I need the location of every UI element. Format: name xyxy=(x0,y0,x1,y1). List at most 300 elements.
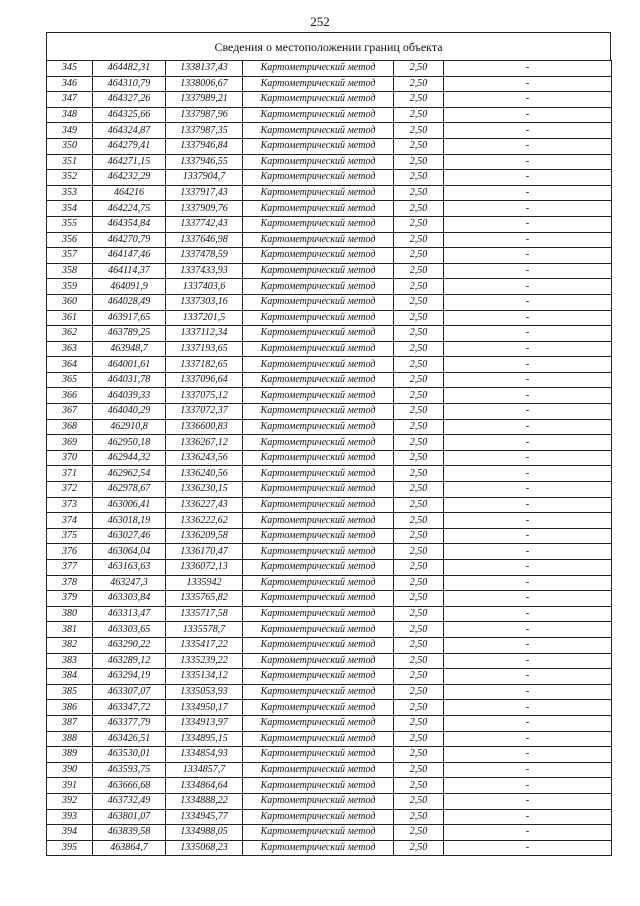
table-row xyxy=(47,591,612,607)
point-number-cell: 348 xyxy=(47,107,93,123)
description-cell: - xyxy=(444,76,612,92)
y-coordinate-cell: 1337904,7 xyxy=(166,170,243,186)
table-row xyxy=(47,419,612,435)
x-coordinate-cell: 463377,79 xyxy=(93,715,166,731)
y-coordinate-cell: 1336227,43 xyxy=(166,497,243,513)
method-cell: Картометрический метод xyxy=(243,341,394,357)
y-coordinate-cell: 1338137,43 xyxy=(166,61,243,77)
table-row xyxy=(47,372,612,388)
table-row xyxy=(47,326,612,342)
description-cell: - xyxy=(444,528,612,544)
description-cell: - xyxy=(444,419,612,435)
description-cell: - xyxy=(444,622,612,638)
description-cell: - xyxy=(444,216,612,232)
y-coordinate-cell: 1337096,64 xyxy=(166,372,243,388)
point-number-cell: 363 xyxy=(47,341,93,357)
accuracy-cell: 2,50 xyxy=(394,201,444,217)
table-row xyxy=(47,731,612,747)
y-coordinate-cell: 1338006,67 xyxy=(166,76,243,92)
point-number-cell: 374 xyxy=(47,513,93,529)
description-cell: - xyxy=(444,809,612,825)
x-coordinate-cell: 463426,51 xyxy=(93,731,166,747)
method-cell: Картометрический метод xyxy=(243,606,394,622)
method-cell: Картометрический метод xyxy=(243,201,394,217)
y-coordinate-cell: 1337742,43 xyxy=(166,216,243,232)
point-number-cell: 379 xyxy=(47,591,93,607)
description-cell: - xyxy=(444,263,612,279)
description-cell: - xyxy=(444,123,612,139)
table-row xyxy=(47,700,612,716)
accuracy-cell: 2,50 xyxy=(394,388,444,404)
point-number-cell: 352 xyxy=(47,170,93,186)
description-cell: - xyxy=(444,653,612,669)
point-number-cell: 359 xyxy=(47,279,93,295)
y-coordinate-cell: 1336267,12 xyxy=(166,435,243,451)
x-coordinate-cell: 464147,46 xyxy=(93,248,166,264)
y-coordinate-cell: 1337989,21 xyxy=(166,92,243,108)
description-cell: - xyxy=(444,341,612,357)
accuracy-cell: 2,50 xyxy=(394,622,444,638)
method-cell: Картометрический метод xyxy=(243,61,394,77)
method-cell: Картометрический метод xyxy=(243,154,394,170)
description-cell: - xyxy=(444,513,612,529)
accuracy-cell: 2,50 xyxy=(394,326,444,342)
table-row xyxy=(47,170,612,186)
table-row xyxy=(47,809,612,825)
description-cell: - xyxy=(444,669,612,685)
y-coordinate-cell: 1335417,22 xyxy=(166,637,243,653)
table-row xyxy=(47,138,612,154)
accuracy-cell: 2,50 xyxy=(394,778,444,794)
description-cell: - xyxy=(444,232,612,248)
boundary-points-table xyxy=(46,60,612,856)
x-coordinate-cell: 462950,18 xyxy=(93,435,166,451)
point-number-cell: 391 xyxy=(47,778,93,794)
description-cell: - xyxy=(444,357,612,373)
method-cell: Картометрический метод xyxy=(243,294,394,310)
description-cell: - xyxy=(444,793,612,809)
accuracy-cell: 2,50 xyxy=(394,497,444,513)
method-cell: Картометрический метод xyxy=(243,76,394,92)
point-number-cell: 395 xyxy=(47,840,93,856)
description-cell: - xyxy=(444,92,612,108)
accuracy-cell: 2,50 xyxy=(394,591,444,607)
accuracy-cell: 2,50 xyxy=(394,248,444,264)
x-coordinate-cell: 462962,54 xyxy=(93,466,166,482)
x-coordinate-cell: 464271,15 xyxy=(93,154,166,170)
y-coordinate-cell: 1334945,77 xyxy=(166,809,243,825)
method-cell: Картометрический метод xyxy=(243,684,394,700)
method-cell: Картометрический метод xyxy=(243,388,394,404)
method-cell: Картометрический метод xyxy=(243,170,394,186)
accuracy-cell: 2,50 xyxy=(394,731,444,747)
description-cell: - xyxy=(444,279,612,295)
x-coordinate-cell: 464325,66 xyxy=(93,107,166,123)
y-coordinate-cell: 1334888,22 xyxy=(166,793,243,809)
point-number-cell: 380 xyxy=(47,606,93,622)
table-row xyxy=(47,279,612,295)
y-coordinate-cell: 1337946,55 xyxy=(166,154,243,170)
table-row xyxy=(47,435,612,451)
x-coordinate-cell: 463303,84 xyxy=(93,591,166,607)
y-coordinate-cell: 1335053,93 xyxy=(166,684,243,700)
point-number-cell: 373 xyxy=(47,497,93,513)
accuracy-cell: 2,50 xyxy=(394,544,444,560)
x-coordinate-cell: 464114,37 xyxy=(93,263,166,279)
point-number-cell: 392 xyxy=(47,793,93,809)
x-coordinate-cell: 462944,32 xyxy=(93,450,166,466)
accuracy-cell: 2,50 xyxy=(394,684,444,700)
accuracy-cell: 2,50 xyxy=(394,809,444,825)
point-number-cell: 360 xyxy=(47,294,93,310)
method-cell: Картометрический метод xyxy=(243,762,394,778)
method-cell: Картометрический метод xyxy=(243,747,394,763)
x-coordinate-cell: 464327,26 xyxy=(93,92,166,108)
method-cell: Картометрический метод xyxy=(243,731,394,747)
x-coordinate-cell: 464232,29 xyxy=(93,170,166,186)
x-coordinate-cell: 463948,7 xyxy=(93,341,166,357)
y-coordinate-cell: 1336072,13 xyxy=(166,560,243,576)
accuracy-cell: 2,50 xyxy=(394,840,444,856)
point-number-cell: 351 xyxy=(47,154,93,170)
accuracy-cell: 2,50 xyxy=(394,76,444,92)
table-row xyxy=(47,185,612,201)
method-cell: Картометрический метод xyxy=(243,715,394,731)
table-row xyxy=(47,61,612,77)
method-cell: Картометрический метод xyxy=(243,700,394,716)
description-cell: - xyxy=(444,482,612,498)
table-row xyxy=(47,840,612,856)
description-cell: - xyxy=(444,575,612,591)
table-row xyxy=(47,341,612,357)
x-coordinate-cell: 464270,79 xyxy=(93,232,166,248)
x-coordinate-cell: 464482,31 xyxy=(93,61,166,77)
method-cell: Картометрический метод xyxy=(243,778,394,794)
accuracy-cell: 2,50 xyxy=(394,560,444,576)
y-coordinate-cell: 1334895,15 xyxy=(166,731,243,747)
table-row xyxy=(47,357,612,373)
accuracy-cell: 2,50 xyxy=(394,419,444,435)
x-coordinate-cell: 463163,63 xyxy=(93,560,166,576)
point-number-cell: 382 xyxy=(47,637,93,653)
table-row xyxy=(47,248,612,264)
method-cell: Картометрический метод xyxy=(243,232,394,248)
table-row xyxy=(47,747,612,763)
table-row xyxy=(47,715,612,731)
accuracy-cell: 2,50 xyxy=(394,294,444,310)
description-cell: - xyxy=(444,138,612,154)
y-coordinate-cell: 1337112,34 xyxy=(166,326,243,342)
accuracy-cell: 2,50 xyxy=(394,669,444,685)
method-cell: Картометрический метод xyxy=(243,310,394,326)
method-cell: Картометрический метод xyxy=(243,372,394,388)
point-number-cell: 387 xyxy=(47,715,93,731)
accuracy-cell: 2,50 xyxy=(394,747,444,763)
y-coordinate-cell: 1337946,84 xyxy=(166,138,243,154)
point-number-cell: 386 xyxy=(47,700,93,716)
accuracy-cell: 2,50 xyxy=(394,825,444,841)
y-coordinate-cell: 1336243,56 xyxy=(166,450,243,466)
accuracy-cell: 2,50 xyxy=(394,138,444,154)
y-coordinate-cell: 1336600,83 xyxy=(166,419,243,435)
y-coordinate-cell: 1337646,98 xyxy=(166,232,243,248)
table-row xyxy=(47,684,612,700)
description-cell: - xyxy=(444,778,612,794)
y-coordinate-cell: 1336209,58 xyxy=(166,528,243,544)
point-number-cell: 347 xyxy=(47,92,93,108)
method-cell: Картометрический метод xyxy=(243,450,394,466)
accuracy-cell: 2,50 xyxy=(394,263,444,279)
point-number-cell: 378 xyxy=(47,575,93,591)
description-cell: - xyxy=(444,372,612,388)
x-coordinate-cell: 464039,33 xyxy=(93,388,166,404)
table-row xyxy=(47,793,612,809)
accuracy-cell: 2,50 xyxy=(394,466,444,482)
description-cell: - xyxy=(444,700,612,716)
point-number-cell: 368 xyxy=(47,419,93,435)
description-cell: - xyxy=(444,497,612,513)
y-coordinate-cell: 1337201,5 xyxy=(166,310,243,326)
method-cell: Картометрический метод xyxy=(243,591,394,607)
point-number-cell: 381 xyxy=(47,622,93,638)
table-row xyxy=(47,778,612,794)
table-row xyxy=(47,669,612,685)
method-cell: Картометрический метод xyxy=(243,560,394,576)
table-row xyxy=(47,294,612,310)
table-row xyxy=(47,560,612,576)
description-cell: - xyxy=(444,684,612,700)
accuracy-cell: 2,50 xyxy=(394,107,444,123)
x-coordinate-cell: 463347,72 xyxy=(93,700,166,716)
method-cell: Картометрический метод xyxy=(243,669,394,685)
method-cell: Картометрический метод xyxy=(243,435,394,451)
method-cell: Картометрический метод xyxy=(243,419,394,435)
y-coordinate-cell: 1337433,93 xyxy=(166,263,243,279)
x-coordinate-cell: 463247,3 xyxy=(93,575,166,591)
accuracy-cell: 2,50 xyxy=(394,341,444,357)
accuracy-cell: 2,50 xyxy=(394,793,444,809)
y-coordinate-cell: 1335765,82 xyxy=(166,591,243,607)
table-row xyxy=(47,653,612,669)
point-number-cell: 358 xyxy=(47,263,93,279)
accuracy-cell: 2,50 xyxy=(394,279,444,295)
point-number-cell: 369 xyxy=(47,435,93,451)
point-number-cell: 364 xyxy=(47,357,93,373)
point-number-cell: 346 xyxy=(47,76,93,92)
boundary-table-sheet xyxy=(46,32,611,856)
method-cell: Картометрический метод xyxy=(243,404,394,420)
y-coordinate-cell: 1334864,64 xyxy=(166,778,243,794)
description-cell: - xyxy=(444,435,612,451)
y-coordinate-cell: 1336222,62 xyxy=(166,513,243,529)
x-coordinate-cell: 464216 xyxy=(93,185,166,201)
method-cell: Картометрический метод xyxy=(243,809,394,825)
method-cell: Картометрический метод xyxy=(243,482,394,498)
method-cell: Картометрический метод xyxy=(243,653,394,669)
description-cell: - xyxy=(444,154,612,170)
x-coordinate-cell: 463307,07 xyxy=(93,684,166,700)
y-coordinate-cell: 1335068,23 xyxy=(166,840,243,856)
y-coordinate-cell: 1335134,12 xyxy=(166,669,243,685)
x-coordinate-cell: 464224,75 xyxy=(93,201,166,217)
table-row xyxy=(47,825,612,841)
description-cell: - xyxy=(444,248,612,264)
description-cell: - xyxy=(444,606,612,622)
x-coordinate-cell: 463530,01 xyxy=(93,747,166,763)
x-coordinate-cell: 463917,65 xyxy=(93,310,166,326)
method-cell: Картометрический метод xyxy=(243,637,394,653)
point-number-cell: 377 xyxy=(47,560,93,576)
accuracy-cell: 2,50 xyxy=(394,482,444,498)
method-cell: Картометрический метод xyxy=(243,138,394,154)
x-coordinate-cell: 464040,29 xyxy=(93,404,166,420)
accuracy-cell: 2,50 xyxy=(394,762,444,778)
x-coordinate-cell: 462978,67 xyxy=(93,482,166,498)
point-number-cell: 385 xyxy=(47,684,93,700)
table-row xyxy=(47,497,612,513)
point-number-cell: 353 xyxy=(47,185,93,201)
point-number-cell: 394 xyxy=(47,825,93,841)
point-number-cell: 393 xyxy=(47,809,93,825)
table-row xyxy=(47,513,612,529)
accuracy-cell: 2,50 xyxy=(394,606,444,622)
method-cell: Картометрический метод xyxy=(243,185,394,201)
y-coordinate-cell: 1337987,96 xyxy=(166,107,243,123)
description-cell: - xyxy=(444,388,612,404)
y-coordinate-cell: 1337182,65 xyxy=(166,357,243,373)
point-number-cell: 383 xyxy=(47,653,93,669)
method-cell: Картометрический метод xyxy=(243,357,394,373)
y-coordinate-cell: 1337987,35 xyxy=(166,123,243,139)
y-coordinate-cell: 1334913,97 xyxy=(166,715,243,731)
method-cell: Картометрический метод xyxy=(243,575,394,591)
y-coordinate-cell: 1335578,7 xyxy=(166,622,243,638)
y-coordinate-cell: 1337478,59 xyxy=(166,248,243,264)
point-number-cell: 357 xyxy=(47,248,93,264)
description-cell: - xyxy=(444,560,612,576)
method-cell: Картометрический метод xyxy=(243,92,394,108)
description-cell: - xyxy=(444,840,612,856)
accuracy-cell: 2,50 xyxy=(394,404,444,420)
table-row xyxy=(47,482,612,498)
description-cell: - xyxy=(444,731,612,747)
table-row xyxy=(47,216,612,232)
table-row xyxy=(47,466,612,482)
method-cell: Картометрический метод xyxy=(243,279,394,295)
y-coordinate-cell: 1335942 xyxy=(166,575,243,591)
y-coordinate-cell: 1337193,65 xyxy=(166,341,243,357)
x-coordinate-cell: 464001,61 xyxy=(93,357,166,373)
accuracy-cell: 2,50 xyxy=(394,61,444,77)
accuracy-cell: 2,50 xyxy=(394,450,444,466)
method-cell: Картометрический метод xyxy=(243,793,394,809)
y-coordinate-cell: 1337072,37 xyxy=(166,404,243,420)
accuracy-cell: 2,50 xyxy=(394,216,444,232)
x-coordinate-cell: 464028,49 xyxy=(93,294,166,310)
method-cell: Картометрический метод xyxy=(243,528,394,544)
x-coordinate-cell: 463789,25 xyxy=(93,326,166,342)
x-coordinate-cell: 463290,22 xyxy=(93,637,166,653)
description-cell: - xyxy=(444,310,612,326)
y-coordinate-cell: 1336230,15 xyxy=(166,482,243,498)
y-coordinate-cell: 1337075,12 xyxy=(166,388,243,404)
accuracy-cell: 2,50 xyxy=(394,528,444,544)
table-row xyxy=(47,575,612,591)
description-cell: - xyxy=(444,762,612,778)
method-cell: Картометрический метод xyxy=(243,107,394,123)
accuracy-cell: 2,50 xyxy=(394,310,444,326)
page-number: 252 xyxy=(310,14,330,29)
x-coordinate-cell: 463006,41 xyxy=(93,497,166,513)
y-coordinate-cell: 1337917,43 xyxy=(166,185,243,201)
table-row xyxy=(47,622,612,638)
description-cell: - xyxy=(444,170,612,186)
description-cell: - xyxy=(444,591,612,607)
table-row xyxy=(47,107,612,123)
description-cell: - xyxy=(444,61,612,77)
table-row xyxy=(47,310,612,326)
x-coordinate-cell: 464031,78 xyxy=(93,372,166,388)
table-row xyxy=(47,263,612,279)
accuracy-cell: 2,50 xyxy=(394,372,444,388)
accuracy-cell: 2,50 xyxy=(394,653,444,669)
accuracy-cell: 2,50 xyxy=(394,185,444,201)
x-coordinate-cell: 463801,07 xyxy=(93,809,166,825)
description-cell: - xyxy=(444,544,612,560)
point-number-cell: 384 xyxy=(47,669,93,685)
x-coordinate-cell: 463018,19 xyxy=(93,513,166,529)
accuracy-cell: 2,50 xyxy=(394,700,444,716)
y-coordinate-cell: 1337303,16 xyxy=(166,294,243,310)
point-number-cell: 350 xyxy=(47,138,93,154)
table-row xyxy=(47,606,612,622)
method-cell: Картометрический метод xyxy=(243,622,394,638)
accuracy-cell: 2,50 xyxy=(394,575,444,591)
method-cell: Картометрический метод xyxy=(243,123,394,139)
description-cell: - xyxy=(444,294,612,310)
x-coordinate-cell: 463593,75 xyxy=(93,762,166,778)
x-coordinate-cell: 464324,87 xyxy=(93,123,166,139)
method-cell: Картометрический метод xyxy=(243,497,394,513)
point-number-cell: 390 xyxy=(47,762,93,778)
accuracy-cell: 2,50 xyxy=(394,232,444,248)
x-coordinate-cell: 463303,65 xyxy=(93,622,166,638)
x-coordinate-cell: 463064,04 xyxy=(93,544,166,560)
description-cell: - xyxy=(444,466,612,482)
method-cell: Картометрический метод xyxy=(243,248,394,264)
table-row xyxy=(47,232,612,248)
table-row xyxy=(47,528,612,544)
x-coordinate-cell: 463732,49 xyxy=(93,793,166,809)
x-coordinate-cell: 463666,68 xyxy=(93,778,166,794)
table-row xyxy=(47,92,612,108)
table-row xyxy=(47,404,612,420)
x-coordinate-cell: 463027,46 xyxy=(93,528,166,544)
method-cell: Картометрический метод xyxy=(243,825,394,841)
point-number-cell: 367 xyxy=(47,404,93,420)
point-number-cell: 365 xyxy=(47,372,93,388)
method-cell: Картометрический метод xyxy=(243,840,394,856)
y-coordinate-cell: 1337909,76 xyxy=(166,201,243,217)
accuracy-cell: 2,50 xyxy=(394,357,444,373)
method-cell: Картометрический метод xyxy=(243,544,394,560)
y-coordinate-cell: 1337403,6 xyxy=(166,279,243,295)
y-coordinate-cell: 1334950,17 xyxy=(166,700,243,716)
accuracy-cell: 2,50 xyxy=(394,435,444,451)
method-cell: Картометрический метод xyxy=(243,326,394,342)
point-number-cell: 371 xyxy=(47,466,93,482)
table-row xyxy=(47,762,612,778)
